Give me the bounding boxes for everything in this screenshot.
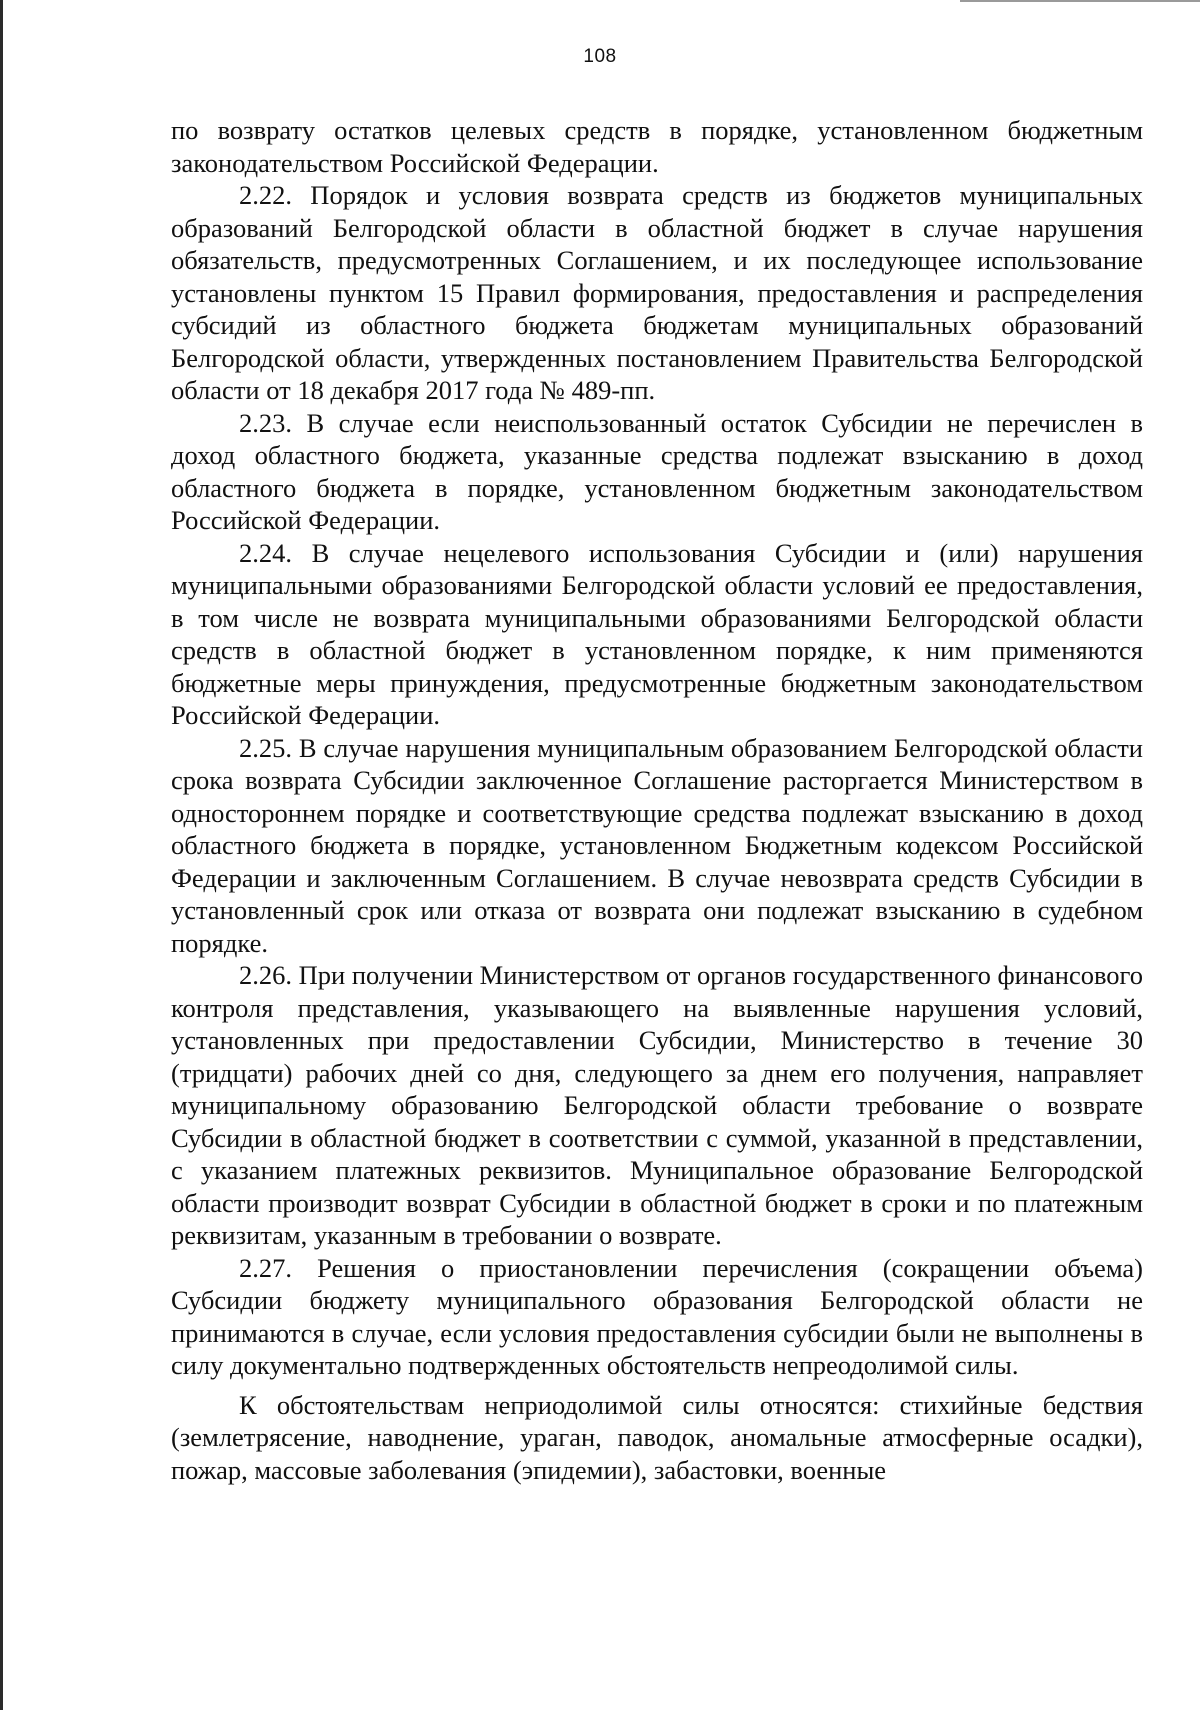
scan-edge-left (0, 0, 3, 1710)
paragraph-2-23: 2.23. В случае если неиспользованный остаток Субсидии не перечислен в доход областного бюджета, указанные средства подлежат взысканию в доход областного бюджета в порядке, установленном бюджетным законодательством Российской Федерации. (171, 407, 1143, 535)
paragraph-2-22: 2.22. Порядок и условия возврата средств из бюджетов муниципальных образований Белгородской области в областной бюджет в случае нарушения обязательств, предусмотренных Соглашением, и их последующее использование установлены пунктом 15 Правил формирования, предоставления и распределения субсидий из областного бюджета бюджетам муниципальных образований Белгородской области, утвержденных постановлением Правительства Белгородской области от 18 декабря 2017 года № 489-пп. (171, 180, 1143, 405)
scan-edge-top (960, 0, 1200, 2)
document-body (171, 114, 1143, 1486)
paragraph-continuation: по возврату остатков целевых средств в порядке, установленном бюджетным законодательством Российской Федерации. (171, 115, 1143, 178)
paragraph-force-majeure: К обстоятельствам неприодолимой силы относятся: стихийные бедствия (землетрясение, наводнение, ураган, паводок, аномальные атмосферные осадки), пожар, массовые заболевания (эпидемии), забастовки, военные (171, 1389, 1143, 1485)
paragraph-2-27: 2.27. Решения о приостановлении перечисления (сокращении объема) Субсидии бюджету муниципального образования Белгородской области не принимаются в случае, если условия предоставления субсидии были не выполнены в силу документально подтвержденных обстоятельств непреодолимой силы. (171, 1252, 1143, 1380)
paragraph-2-24: 2.24. В случае нецелевого использования Субсидии и (или) нарушения муниципальными образованиями Белгородской области условий ее предоставления, в том числе не возврата муниципальными образованиями Белгородской области средств в областной бюджет в установленном порядке, к ним применяются бюджетные меры принуждения, предусмотренные бюджетным законодательством Российской Федерации. (171, 537, 1143, 730)
page-number: 108 (583, 46, 617, 67)
paragraph-2-26: 2.26. При получении Министерством от органов государственного финансового контроля представления, указывающего на выявленные нарушения условий, установленных при предоставлении Субсидии, Министерство в течение 30 (тридцати) рабочих дней со дня, следующего за днем его получения, направляет муниципальному образованию Белгородской области требование о возврате Субсидии в областной бюджет в соответствии с суммой, указанной в представлении, с указанием платежных реквизитов. Муниципальное образование Белгородской области производит возврат Субсидии в областной бюджет в сроки и по платежным реквизитам, указанным в требовании о возврате. (171, 960, 1144, 1250)
paragraph-2-25: 2.25. В случае нарушения муниципальным образованием Белгородской области срока возврата Субсидии заключенное Соглашение расторгается Министерством в одностороннем порядке и соответствующие средства подлежат взысканию в доход областного бюджета в порядке, установленном Бюджетным кодексом Российской Федерации и заключенным Соглашением. В случае невозврата средств Субсидии в установленный срок или отказа от возврата они подлежат взысканию в судебном порядке. (171, 732, 1143, 958)
